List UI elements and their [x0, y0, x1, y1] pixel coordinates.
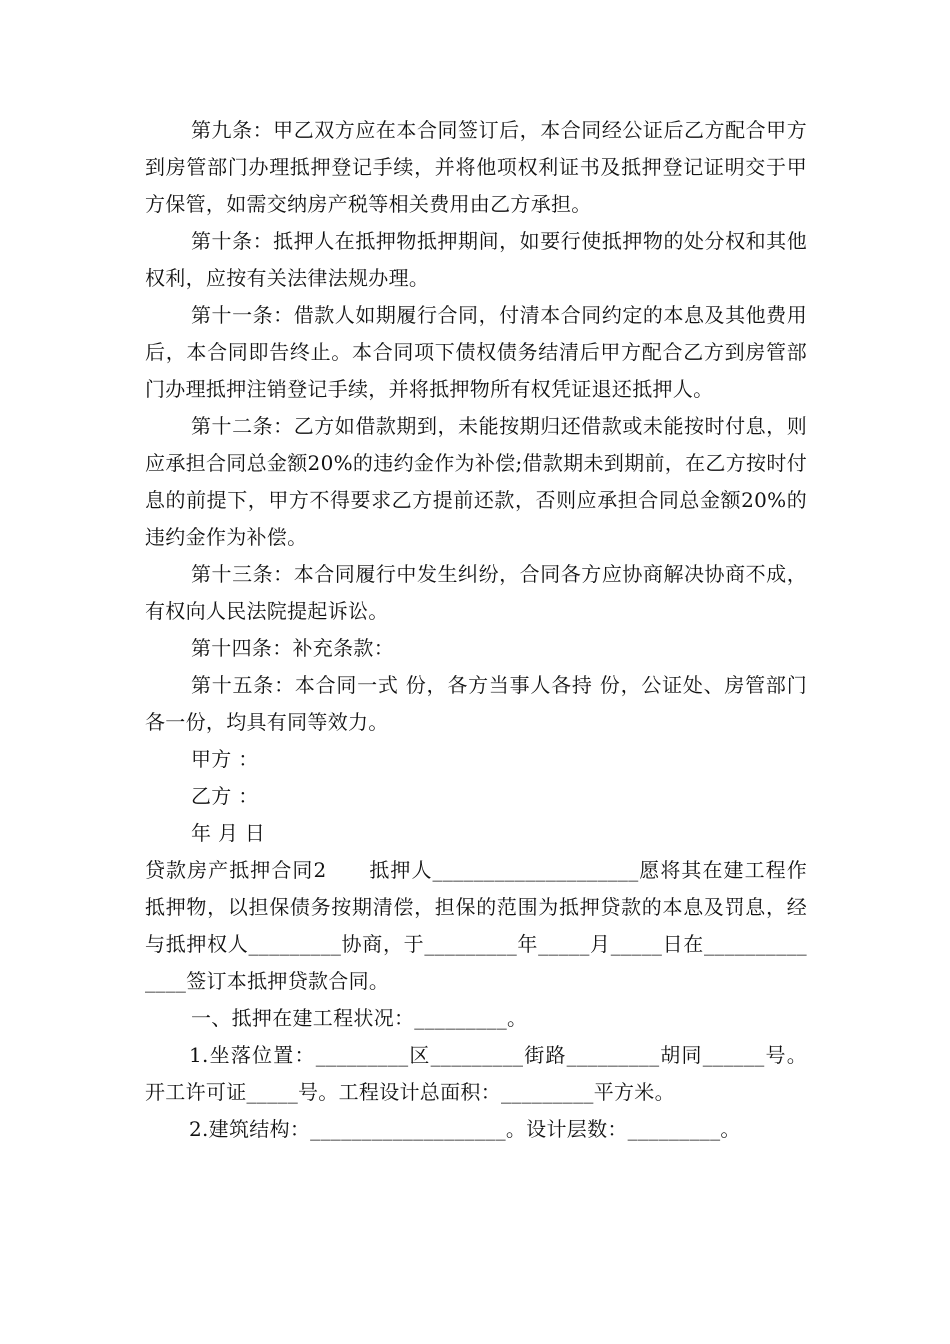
- location-line: 1.坐落位置：_________区_________街路_________胡同______号。开工许可证_____号。工程设计总面积：_________平方米。: [145, 1043, 807, 1104]
- clause-10: 第十条：抵押人在抵押物抵押期间，如要行使抵押物的处分权和其他权利，应按有关法律法规办理。: [145, 229, 807, 290]
- clause-15: 第十五条：本合同一式 份，各方当事人各持 份，公证处、房管部门各一份，均具有同等效力。: [145, 673, 807, 734]
- section-1-heading: 一、抵押在建工程状况：_________。: [191, 1006, 528, 1030]
- contract-2-intro: 贷款房产抵押合同2 抵押人____________________愿将其在建工程作抵押物，以担保债务按期清偿，担保的范围为抵押贷款的本息及罚息，经与抵押权人_________协商，于_________年_____月_____日在______________签订本抵押贷款合同。: [145, 858, 807, 993]
- party-b-signature: 乙方 ：: [191, 784, 259, 808]
- clause-13: 第十三条：本合同履行中发生纠纷，合同各方应协商解决协商不成，有权向人民法院提起诉讼。: [145, 562, 807, 623]
- document-body: [145, 112, 807, 1148]
- clause-14: 第十四条：补充条款：: [191, 636, 394, 660]
- clause-9: 第九条：甲乙双方应在本合同签订后，本合同经公证后乙方配合甲方到房管部门办理抵押登记手续，并将他项权利证书及抵押登记证明交于甲方保管，如需交纳房产税等相关费用由乙方承担。: [145, 118, 807, 216]
- party-a-signature: 甲方 ：: [191, 747, 259, 771]
- clause-11: 第十一条：借款人如期履行合同，付清本合同约定的本息及其他费用后，本合同即告终止。本合同项下债权债务结清后甲方配合乙方到房管部门办理抵押注销登记手续，并将抵押物所有权凭证退还抵押人。: [145, 303, 807, 401]
- date-line: 年 月 日: [191, 821, 266, 845]
- clause-12: 第十二条：乙方如借款期到，未能按期归还借款或未能按时付息，则应承担合同总金额20%的违约金作为补偿;借款期未到期前，在乙方按时付息的前提下，甲方不得要求乙方提前还款，否则应承担合同总金额20%的违约金作为补偿。: [145, 414, 807, 549]
- structure-line: 2.建筑结构：___________________。设计层数：_________。: [189, 1117, 741, 1141]
